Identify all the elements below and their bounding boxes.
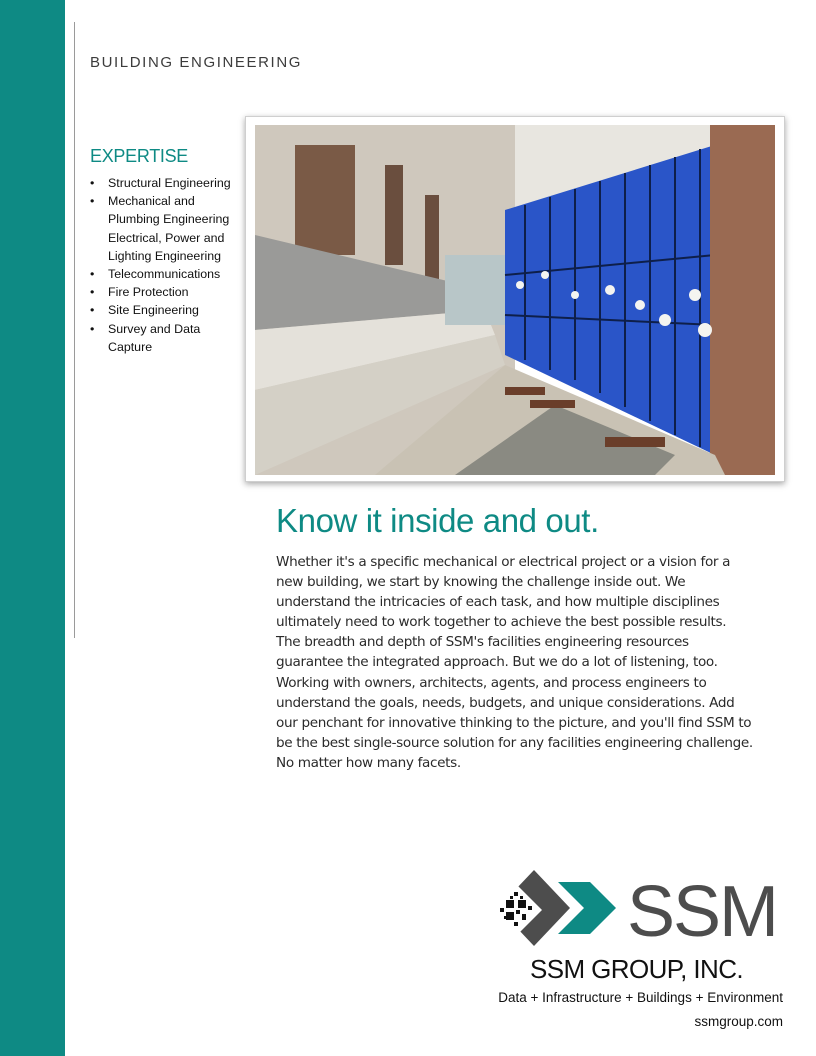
expertise-item: Electrical, Power and [108,230,225,245]
expertise-heading: EXPERTISE [90,146,189,166]
vertical-divider [74,22,75,638]
expertise-item: • Fire Protection [90,283,245,301]
section-title: BUILDING ENGINEERING [90,54,303,71]
expertise-item: • Structural Engineering [90,174,245,192]
expertise-item: • Survey and Data [90,320,245,338]
qr-code-icon [490,884,542,936]
left-accent-bar [0,0,65,1056]
expertise-item: Lighting Engineering [108,248,221,263]
atrium-photo [255,125,775,475]
logo-wordmark: SSM [627,872,778,952]
website-link[interactable]: ssmgroup.com [694,1014,783,1029]
company-tagline: Data + Infrastructure + Buildings + Environment [498,990,783,1005]
body-paragraph: Whether it's a specific mechanical or electrical project or a vision for a new building, we start by knowing the challenge inside out. We understand the intricacies of each task, and how multiple disciplines ultimately need to work together to achieve the best possible results. The breadth and depth of SSM's facilities engineering resources guarantee the integrated approach. But we do a lot of listening, too. Working with owners, architects, agents, and process engineers to understand the goals, needs, budgets, and unique considerations. Add our penchant for innovative thinking to the picture, and you'll find SSM to be the best single-source solution for any facilities engineering challenge. No matter how many facets. [276,554,753,771]
expertise-item: • Site Engineering [90,301,245,319]
expertise-list [90,174,245,356]
building-photo-frame [245,116,785,482]
ssm-logo [490,870,790,960]
headline: Know it inside and out. [276,502,599,539]
company-name: SSM GROUP, INC. [530,954,744,984]
expertise-item: Capture [108,339,153,354]
expertise-item: • Telecommunications [90,265,245,283]
expertise-item: Plumbing Engineering [108,212,230,227]
expertise-item: • Mechanical and [90,192,245,210]
